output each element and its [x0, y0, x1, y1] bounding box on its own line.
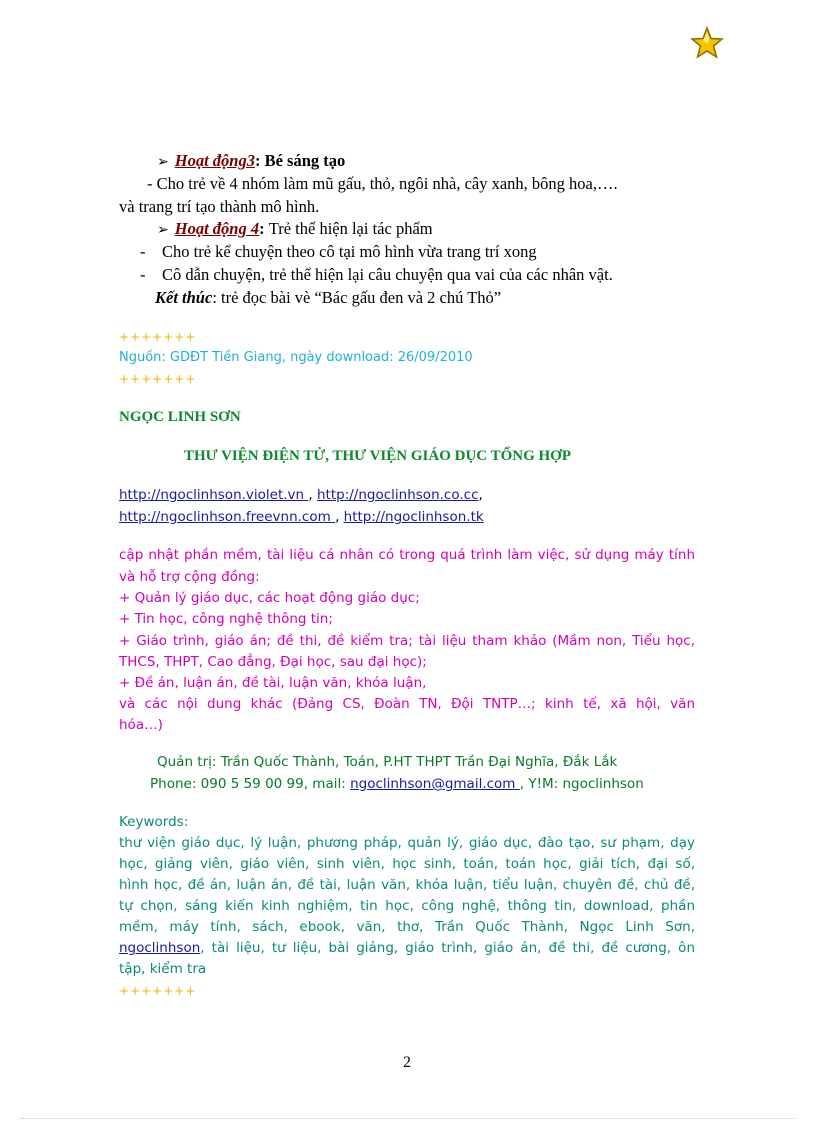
ending-label: Kết thúc	[155, 288, 213, 307]
arrow-bullet-icon: ➢	[157, 154, 169, 170]
source-line: Nguồn: GDĐT Tiền Giang, ngày download: 26/09/2010	[119, 350, 473, 365]
activity4-line1: - Cho trẻ kể chuyện theo cô tại mô hình vừa trang trí xong	[140, 242, 537, 261]
arrow-bullet-icon: ➢	[157, 222, 169, 238]
keywords-line1: thư viện giáo dục, lý luận, phương pháp, quản lý, giáo dục, đào tạo, sư phạm, dạy	[119, 835, 695, 851]
plus-separator: +++++++	[119, 372, 197, 386]
activity4-subtitle: Trẻ thể hiện lại tác phẩm	[268, 219, 433, 238]
link-freevnn[interactable]: http://ngoclinhson.freevnn.com	[119, 509, 336, 525]
desc-line8: và các nội dung khác (Đảng CS, Đoàn TN, Đội TNTP…; kinh tế, xã hội, văn	[119, 696, 695, 712]
desc-line3: + Quản lý giáo dục, các hoạt động giáo dục;	[119, 590, 420, 606]
desc-line2: và hỗ trợ cộng đồng:	[119, 569, 260, 585]
keywords-line4: tự chọn, sáng kiến kinh nghiệm, tin học, công nghệ, thông tin, download, phần	[119, 898, 695, 914]
brand-name: NGỌC LINH SƠN	[119, 409, 241, 425]
contact-line: Phone: 090 5 59 00 99, mail: ngoclinhson@gmail.com , Y!M: ngoclinhson	[150, 776, 644, 792]
library-title: THƯ VIỆN ĐIỆN TỬ, THƯ VIỆN GIÁO DỤC TỔNG HỢP	[184, 448, 572, 464]
keywords-line7: tập, kiểm tra	[119, 961, 207, 977]
activity3-subtitle: Bé sáng tạo	[264, 151, 346, 170]
star-icon	[690, 26, 724, 60]
plus-separator: +++++++	[119, 984, 197, 998]
desc-line6: THCS, THPT, Cao đẳng, Đại học, sau đại học);	[119, 654, 427, 670]
link-cocc[interactable]: http://ngoclinhson.co.cc	[317, 487, 479, 503]
desc-line7: + Đề án, luận án, đề tài, luận văn, khóa luận,	[119, 675, 427, 691]
activity3-line1: - Cho trẻ về 4 nhóm làm mũ gấu, thỏ, ngôi nhà, cây xanh, bông hoa,….	[147, 174, 618, 193]
activity4-title: Hoạt động 4	[174, 219, 260, 238]
activity4-heading: ➢ Hoạt động 4: Trẻ thể hiện lại tác phẩm	[157, 219, 433, 238]
email-link[interactable]: ngoclinhson@gmail.com	[350, 776, 520, 792]
keyword-link[interactable]: ngoclinhson	[119, 940, 201, 956]
activity3-title: Hoạt động3	[174, 151, 255, 170]
link-tk[interactable]: http://ngoclinhson.tk	[343, 509, 484, 525]
admin-line: Quản trị: Trần Quốc Thành, Toán, P.HT THPT Trần Đại Nghĩa, Đắk Lắk	[157, 754, 618, 770]
keywords-line2: học, giảng viên, giáo viên, sinh viên, học sinh, toán, toán học, giải tích, đại số,	[119, 856, 695, 872]
link-violet[interactable]: http://ngoclinhson.violet.vn	[119, 487, 309, 503]
activity4-line2: - Cô dẫn chuyện, trẻ thể hiện lại câu chuyện qua vai của các nhân vật.	[140, 265, 613, 284]
desc-line4: + Tin học, công nghệ thông tin;	[119, 611, 333, 627]
plus-separator: +++++++	[119, 330, 197, 344]
links-line2: http://ngoclinhson.freevnn.com , http://ngoclinhson.tk	[119, 509, 484, 525]
activity3-heading: ➢ Hoạt động3: Bé sáng tạo	[157, 151, 346, 170]
ending-line: Kết thúc: trẻ đọc bài vè “Bác gấu đen và 2 chú Thỏ”	[155, 288, 502, 307]
keywords-line5: mềm, máy tính, sách, ebook, văn, thơ, Trần Quốc Thành, Ngọc Linh Sơn,	[119, 919, 695, 935]
links-line1: http://ngoclinhson.violet.vn , http://ngoclinhson.co.cc,	[119, 487, 483, 503]
desc-line1: cập nhật phần mềm, tài liệu cá nhân có trong quá trình làm việc, sử dụng máy tính	[119, 547, 695, 563]
keywords-line6: ngoclinhson, tài liệu, tư liệu, bài giảng, giáo trình, giáo án, đề thi, đề cương, ôn	[119, 940, 695, 956]
desc-line9: hóa…)	[119, 717, 163, 733]
keywords-line3: hình học, đề án, luận án, đề tài, luận văn, khóa luận, tiểu luận, chuyên đề, chủ đề,	[119, 877, 695, 893]
page-number: 2	[403, 1054, 411, 1071]
keywords-label: Keywords:	[119, 814, 189, 830]
desc-line5: + Giáo trình, giáo án; đề thi, đề kiểm tra; tài liệu tham khảo (Mầm non, Tiểu học,	[119, 633, 695, 649]
footer-divider	[20, 1118, 796, 1119]
activity3-line2: và trang trí tạo thành mô hình.	[119, 197, 320, 216]
